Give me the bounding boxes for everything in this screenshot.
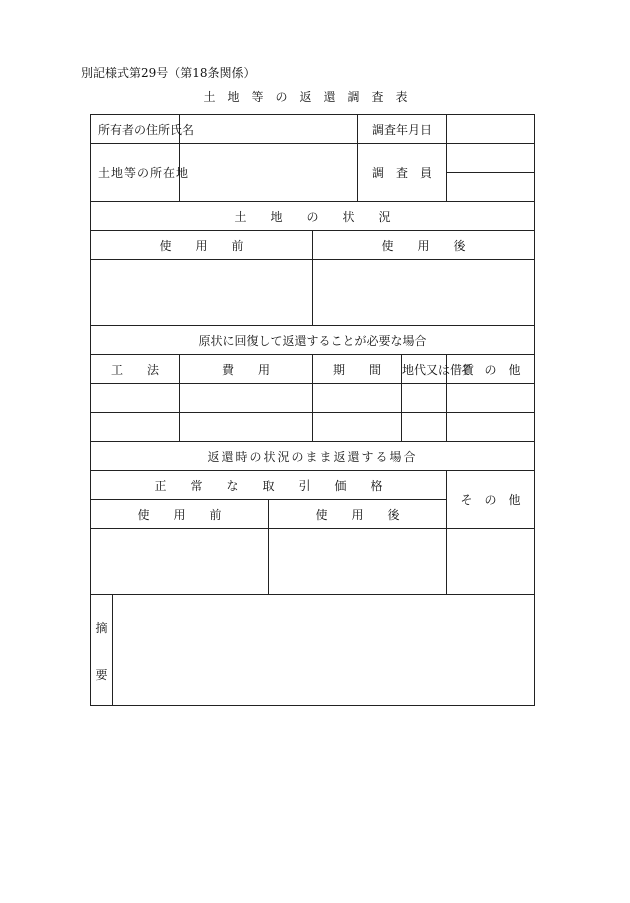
return-before-label-cell: [91, 500, 269, 529]
restoration-heading: 原状に回復して返還することが必要な場合: [198, 333, 427, 348]
method-value-1[interactable]: [91, 384, 180, 413]
restoration-value-row-1: [91, 384, 535, 413]
surveyor-value-cell-2[interactable]: [447, 173, 535, 202]
restoration-columns-row: [91, 355, 535, 384]
surveyor-label: 調 査 員: [372, 166, 433, 180]
return-after-label: 使 用 後: [315, 507, 400, 522]
other-label: そ の 他: [460, 362, 521, 377]
form-title: 土地等の返還調査表: [203, 90, 420, 104]
remarks-char-1: 摘: [95, 621, 108, 635]
normal-price-heading-cell: [91, 471, 447, 500]
normal-price-heading-row: [91, 471, 535, 500]
survey-date-label-cell: [358, 115, 447, 144]
period-value-1[interactable]: [313, 384, 402, 413]
location-label-cell: [91, 144, 190, 202]
remarks-row: [91, 595, 535, 706]
location-label: 土地等の所在地: [98, 166, 190, 180]
return-heading-cell: [91, 442, 535, 471]
after-use-label-cell: [313, 231, 535, 260]
period-column-header: [313, 355, 402, 384]
remarks-value[interactable]: [113, 595, 534, 705]
return-heading: 返還時の状況のまま返還する場合: [207, 449, 418, 464]
before-use-label-cell: [91, 231, 313, 260]
land-status-heading-row: [91, 202, 535, 231]
surveyor-label-cell: [358, 144, 447, 202]
return-heading-row: [91, 442, 535, 471]
period-value-2[interactable]: [313, 413, 402, 442]
method-label: 工 法: [110, 362, 159, 377]
return-other-value-cell[interactable]: [447, 529, 535, 595]
after-use-label: 使 用 後: [381, 238, 466, 253]
owner-row: [91, 115, 535, 144]
cost-value-1[interactable]: [180, 384, 313, 413]
survey-date-label: 調査年月日: [372, 122, 433, 137]
survey-date-value-cell[interactable]: [447, 115, 535, 144]
surveyor-value-cell-1[interactable]: [447, 144, 535, 173]
cost-value-2[interactable]: [180, 413, 313, 442]
return-other-label: そ の 他: [460, 493, 521, 507]
restoration-value-row-2: [91, 413, 535, 442]
form-reference: 別記様式第29号（第18条関係）: [81, 66, 256, 80]
period-label: 期 間: [333, 362, 382, 377]
restoration-heading-row: [91, 326, 535, 355]
method-column-header: [91, 355, 180, 384]
location-row-upper: [91, 144, 535, 173]
land-status-heading-cell: [91, 202, 535, 231]
return-values-row: [91, 529, 535, 595]
cost-column-header: [180, 355, 313, 384]
other-column-header: [447, 355, 535, 384]
return-other-label-cell: [447, 471, 535, 529]
return-after-label-cell: [269, 500, 447, 529]
owner-label: 所有者の住所氏名: [98, 122, 195, 137]
normal-price-heading: 正 常 な 取 引 価 格: [154, 478, 383, 493]
other-value-1[interactable]: [447, 384, 535, 413]
return-after-value-cell[interactable]: [269, 529, 447, 595]
method-value-2[interactable]: [91, 413, 180, 442]
rent-label: 地代又は借賃: [402, 362, 475, 377]
owner-label-cell: [91, 115, 195, 144]
before-use-label: 使 用 前: [159, 238, 244, 253]
remarks-wrapper-cell: [91, 595, 535, 706]
remarks-inner: [91, 595, 534, 705]
rent-value-2[interactable]: [402, 413, 447, 442]
remarks-char-2: 要: [95, 668, 108, 682]
return-before-label: 使 用 前: [137, 507, 222, 522]
other-value-2[interactable]: [447, 413, 535, 442]
location-value-cell[interactable]: [180, 144, 358, 202]
before-use-value-cell[interactable]: [91, 260, 313, 326]
remarks-label: [91, 595, 113, 705]
restoration-heading-cell: [91, 326, 535, 355]
rent-column-header: [402, 355, 475, 384]
return-before-value-cell[interactable]: [91, 529, 269, 595]
cost-label: 費 用: [221, 362, 270, 377]
land-status-labels-row: [91, 231, 535, 260]
owner-value-cell[interactable]: [180, 115, 358, 144]
land-status-heading: 土 地 の 状 況: [234, 209, 391, 224]
survey-form-table: [90, 114, 535, 706]
land-status-values-row: [91, 260, 535, 326]
after-use-value-cell[interactable]: [313, 260, 535, 326]
rent-value-1[interactable]: [402, 384, 447, 413]
